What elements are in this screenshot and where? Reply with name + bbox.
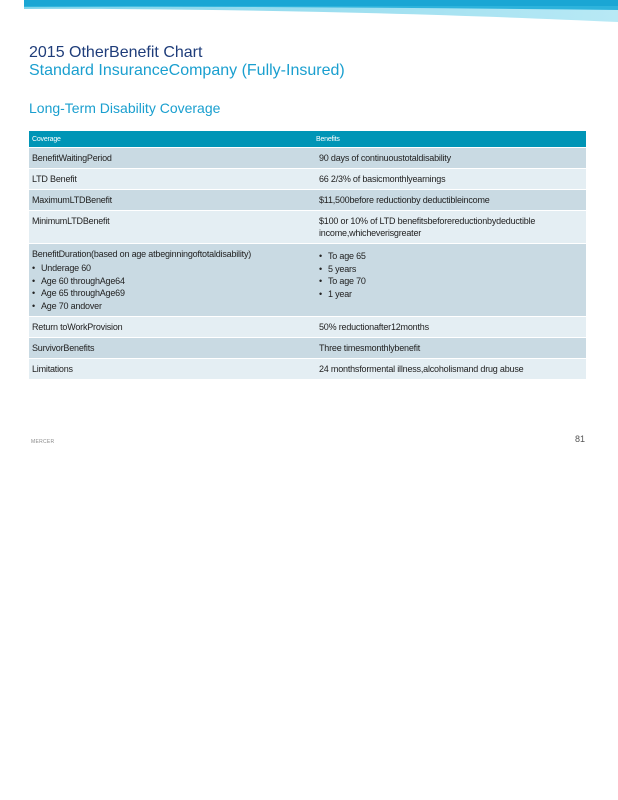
coverage-cell: SurvivorBenefits [29,338,313,359]
list-item: • To age 70 [319,275,583,288]
top-wave-banner [24,0,618,22]
list-item: • Age 65 throughAge69 [32,287,310,300]
page-number: 81 [574,434,585,444]
coverage-cell: Return toWorkProvision [29,317,313,338]
table-row [29,190,586,211]
page-title: 2015 OtherBenefit Chart [29,44,203,61]
coverage-cell: Limitations [29,359,313,380]
benefit-cell: $11,500before reductionby deductibleincome [313,190,586,211]
benefit-cell: 50% reductionafter12months [313,317,586,338]
coverage-cell [29,244,313,317]
table-header-row [29,131,586,148]
section-title: Long-Term Disability Coverage [29,100,221,116]
ltd-coverage-table [29,131,586,380]
benefit-cell: 90 days of continuoustotaldisability [313,148,586,169]
benefit-cell: 66 2/3% of basicmonthlyearnings [313,169,586,190]
list-item: • 1 year [319,288,583,301]
page-subtitle: Standard InsuranceCompany (Fully-Insured) [29,62,345,79]
list-item: • Age 70 andover [32,300,310,313]
list-item: • Age 60 throughAge64 [32,275,310,288]
table-row-benefit-duration [29,244,586,317]
list-item: • Underage 60 [32,262,310,275]
benefit-cell: Three timesmonthlybenefit [313,338,586,359]
benefit-duration-label: BenefitDuration(based on age atbeginningoftotaldisability) [32,249,252,259]
coverage-cell: MaximumLTDBenefit [29,190,313,211]
coverage-cell: BenefitWaitingPeriod [29,148,313,169]
coverage-cell: MinimumLTDBenefit [29,211,313,244]
table-row [29,169,586,190]
duration-benefit-list [319,250,583,300]
table-row [29,359,586,380]
coverage-column-header: Coverage [29,131,313,148]
benefit-cell: 24 monthsformental illness,alcoholismand drug abuse [313,359,586,380]
benefit-cell: $100 or 10% of LTD benefitsbeforereductionbydeductible income,whicheverisgreater [313,211,586,244]
list-item: • To age 65 [319,250,583,263]
table-row [29,317,586,338]
table-row [29,338,586,359]
benefit-cell [313,244,586,317]
table-row [29,211,586,244]
coverage-cell: LTD Benefit [29,169,313,190]
mercer-logo: MERCER [31,439,55,445]
list-item: • 5 years [319,263,583,276]
table-row [29,148,586,169]
age-bracket-list [32,262,310,312]
benefits-column-header: Benefits [313,131,586,148]
